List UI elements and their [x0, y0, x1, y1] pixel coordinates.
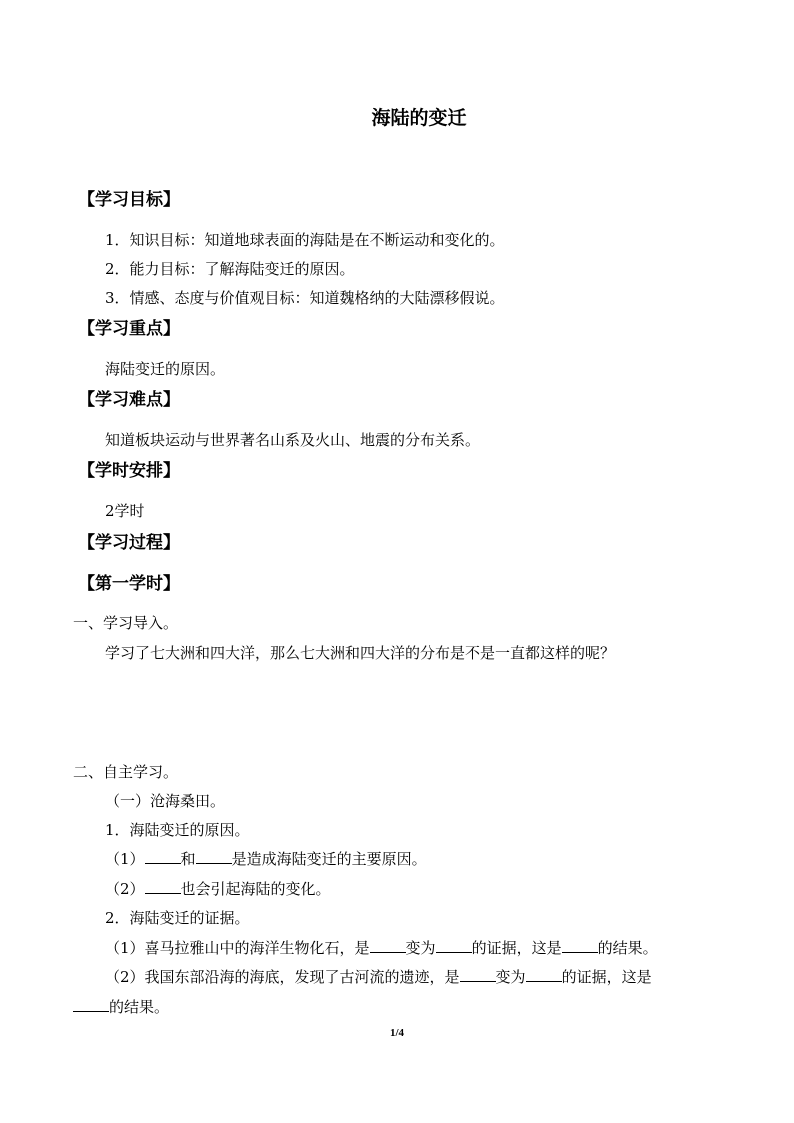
- difficulty-heading: 【学习难点】: [78, 390, 180, 410]
- blank-field[interactable]: [145, 879, 181, 894]
- first-period-heading: 【第一学时】: [78, 574, 180, 594]
- page-title: 海陆的变迁: [371, 107, 467, 129]
- q2-2-part-b: 变为: [495, 968, 526, 986]
- q1-1-middle: 和: [180, 850, 196, 868]
- q1-2-prefix: （2）: [105, 880, 145, 898]
- blank-field[interactable]: [73, 997, 109, 1012]
- q2-2-part-a: （2）我国东部沿海的海底，发现了古河流的遗迹，是: [105, 968, 460, 986]
- objectives-heading: 【学习目标】: [78, 190, 180, 210]
- blank-field[interactable]: [370, 938, 406, 953]
- blank-field[interactable]: [196, 849, 232, 864]
- schedule-heading: 【学时安排】: [78, 461, 180, 481]
- schedule-text: 2学时: [105, 502, 145, 520]
- question-1: 1．海陆变迁的原因。: [105, 821, 250, 839]
- objective-item-2: 2．能力目标：了解海陆变迁的原因。: [105, 260, 355, 278]
- question-1-1: [105, 849, 427, 869]
- q2-1-part-a: （1）喜马拉雅山中的海洋生物化石，是: [105, 939, 370, 957]
- page-number: 1/4: [389, 1027, 405, 1039]
- q1-1-suffix: 是造成海陆变迁的主要原因。: [231, 850, 427, 868]
- blank-field[interactable]: [436, 938, 472, 953]
- focus-heading: 【学习重点】: [78, 319, 180, 339]
- blank-field[interactable]: [145, 849, 181, 864]
- focus-text: 海陆变迁的原因。: [105, 360, 226, 378]
- blank-field[interactable]: [562, 938, 598, 953]
- objective-item-3: 3．情感、态度与价值观目标：知道魏格纳的大陆漂移假说。: [105, 289, 505, 307]
- blank-field[interactable]: [526, 967, 562, 982]
- q1-2-suffix: 也会引起海陆的变化。: [180, 880, 331, 898]
- intro-text: 学习了七大洲和四大洋，那么七大洲和四大洋的分布是不是一直都这样的呢？: [105, 644, 616, 662]
- self-study-label: 二、自主学习。: [73, 763, 179, 781]
- blank-field[interactable]: [460, 967, 496, 982]
- question-2: 2．海陆变迁的证据。: [105, 909, 250, 927]
- q1-1-prefix: （1）: [105, 850, 145, 868]
- process-heading: 【学习过程】: [78, 533, 180, 553]
- question-1-2: [105, 879, 331, 899]
- question-2-2: [105, 967, 652, 987]
- self-study-sub1: （一）沧海桑田。: [105, 792, 226, 810]
- q2-2-part-d: 的结果。: [109, 998, 170, 1016]
- intro-label: 一、学习导入。: [73, 614, 179, 632]
- q2-1-part-d: 的结果。: [597, 939, 658, 957]
- q2-1-part-c: 的证据，这是: [471, 939, 562, 957]
- objective-item-1: 1．知识目标：知道地球表面的海陆是在不断运动和变化的。: [105, 231, 505, 249]
- difficulty-text: 知道板块运动与世界著名山系及火山、地震的分布关系。: [105, 431, 481, 449]
- question-2-2-continued: [73, 997, 169, 1017]
- q2-2-part-c: 的证据，这是: [561, 968, 652, 986]
- question-2-1: [105, 938, 658, 958]
- q2-1-part-b: 变为: [405, 939, 436, 957]
